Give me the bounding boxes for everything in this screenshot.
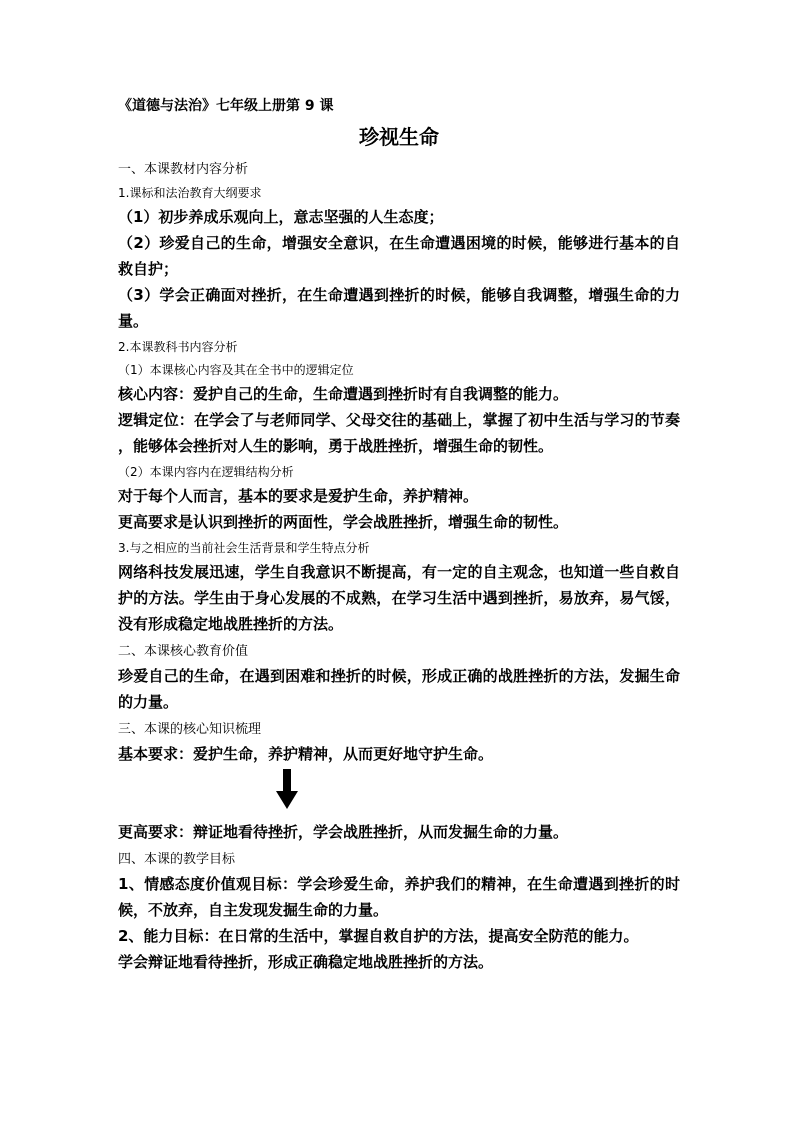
- section-3-heading: 三、本课的核心知识梳理: [118, 722, 262, 737]
- core-value-paragraph: 珍爱自己的生命，在遇到困难和挫折的时候，形成正确的战胜挫折的方法，发掘生命的力量。: [118, 667, 680, 711]
- section-2-heading: 二、本课核心教育价值: [118, 644, 249, 659]
- goal-1-paragraph: 1、情感态度价值观目标：学会珍爱生命，养护我们的精神，在生命遭遇到挫折的时候，不放弃，自主发现发掘生命的力量。: [118, 875, 680, 919]
- core-content-paragraph: 核心内容：爱护自己的生命，生命遭遇到挫折时有自我调整的能力。: [118, 385, 569, 403]
- requirement-item-3: （3）学会正确面对挫折，在生命遭遇到挫折的时候，能够自我调整，增强生命的力量。: [118, 286, 680, 330]
- section-1-2-2-heading: （2）本课内容内在逻辑结构分析: [118, 465, 294, 479]
- document-body: [118, 95, 680, 975]
- basic-requirement-paragraph: 对于每个人而言，基本的要求是爱护生命，养护精神。: [118, 487, 479, 505]
- section-1-heading: 一、本课教材内容分析: [118, 162, 249, 177]
- knowledge-basic-paragraph: 基本要求：爱护生命，养护精神，从而更好地守护生命。: [118, 745, 494, 763]
- arrow-container: [118, 767, 680, 819]
- requirement-item-1: （1）初步养成乐观向上，意志坚强的人生态度；: [118, 208, 444, 226]
- knowledge-higher-paragraph: 更高要求：辩证地看待挫折，学会战胜挫折，从而发掘生命的力量。: [118, 823, 569, 841]
- goal-2-continuation: 学会辩证地看待挫折，形成正确稳定地战胜挫折的方法。: [118, 953, 494, 971]
- section-1-1-heading: 1.课标和法治教育大纲要求: [118, 186, 262, 200]
- goal-2-paragraph: 2、能力目标：在日常的生活中，掌握自救自护的方法，提高安全防范的能力。: [118, 927, 639, 945]
- higher-requirement-paragraph: 更高要求是认识到挫折的两面性，学会战胜挫折，增强生命的韧性。: [118, 513, 569, 531]
- logic-position-paragraph: 逻辑定位：在学会了与老师同学、父母交往的基础上，掌握了初中生活与学习的节奏 ，能够体会挫折对人生的影响，勇于战胜挫折，增强生命的韧性。: [118, 411, 680, 455]
- section-1-2-heading: 2.本课教科书内容分析: [118, 340, 238, 354]
- requirement-item-2: （2）珍爱自己的生命，增强安全意识，在生命遭遇困境的时候，能够进行基本的自救自护；: [118, 234, 680, 278]
- section-4-heading: 四、本课的教学目标: [118, 852, 236, 867]
- section-1-2-1-heading: （1）本课核心内容及其在全书中的逻辑定位: [118, 363, 354, 377]
- background-analysis-paragraph: 网络科技发展迅速，学生自我意识不断提高，有一定的自主观念，也知道一些自救自护的方法。学生由于身心发展的不成熟，在学习生活中遇到挫折，易放弃，易气馁，没有形成稳定地战胜挫折的方法。: [118, 563, 680, 633]
- down-arrow-icon: [276, 769, 298, 809]
- course-line: 《道德与法治》七年级上册第 9 课: [118, 98, 334, 114]
- section-1-3-heading: 3.与之相应的当前社会生活背景和学生特点分析: [118, 541, 370, 555]
- page-title: 珍视生命: [359, 125, 439, 149]
